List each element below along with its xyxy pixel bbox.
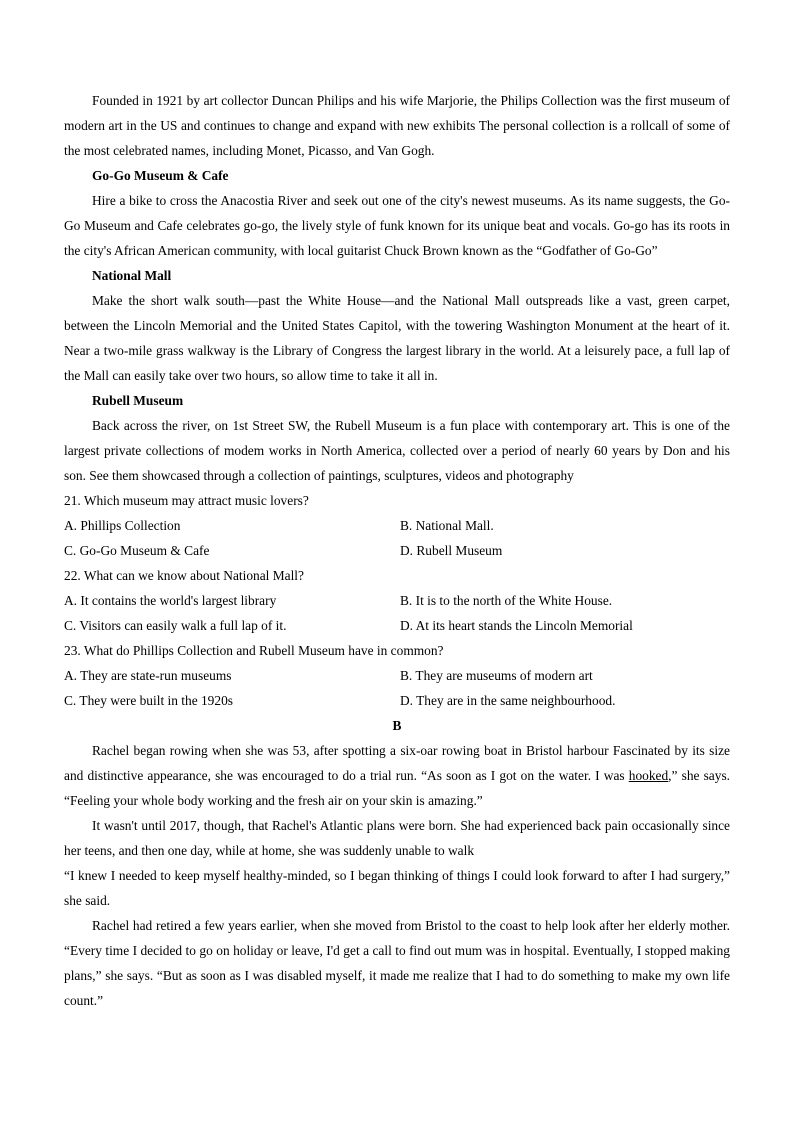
section-b-paragraph-3: “I knew I needed to keep myself healthy-minded, so I began thinking of things I could look forward to after I had surgery,” she said. [64,868,730,908]
question-23 [64,638,730,713]
answer-options [64,663,730,713]
option-d: D. At its heart stands the Lincoln Memorial [400,618,633,633]
question-21 [64,488,730,563]
option-a: A. It contains the world's largest library [64,593,277,608]
section-b-paragraph-4: Rachel had retired a few years earlier, when she moved from Bristol to the coast to help look after her elderly mother. “Every time I decided to go on holiday or leave, I'd get a call to find out mum was in hospital. Eventually, I stopped making plans,” she says. “But as soon as I was disabled myself, it made me realize that I had to do something to make my own life count.” [64,918,730,1008]
question-22 [64,563,730,638]
p1-text-start: Rachel began rowing when she was 53, after spotting a six-oar rowing boat in Bristol harbour Fascinated by its size and distinctive appearance, she was encouraged to do a trial run. “As soon as I got on the water. I was [64,743,730,783]
rubell-paragraph: Back across the river, on 1st Street SW, the Rubell Museum is a fun place with contemporary art. This is one of the largest private collections of modem works in North America, collected over a period of nearly 60 years by Don and his son. See them showcased through a collection of paintings, sculptures, videos and photography [64,418,730,483]
answer-options [64,513,730,563]
rubell-heading: Rubell Museum [92,393,184,408]
section-b-label: B [392,718,402,733]
document-page [64,88,730,1013]
section-b-paragraph-2: It wasn't until 2017, though, that Rachel's Atlantic plans were born. She had experienced back pain occasionally since her teens, and then one day, while at home, she was suddenly unable to walk [64,818,730,858]
question-stem: 23. What do Phillips Collection and Rubell Museum have in common? [64,643,444,658]
section-b-paragraph-1 [64,738,730,813]
option-a: A. Phillips Collection [64,518,181,533]
option-b: B. It is to the north of the White House. [400,593,613,608]
question-stem: 21. Which museum may attract music lovers? [64,493,309,508]
gogo-paragraph: Hire a bike to cross the Anacostia River and seek out one of the city's newest museums. As its name suggests, the Go-Go Museum and Cafe celebrates go-go, the lively style of funk known for its unique beat and vocals. Go-go has its roots in the city's African American community, with local guitarist Chuck Brown known as the “Godfather of Go-Go” [64,193,730,258]
option-c: C. Go-Go Museum & Cafe [64,543,210,558]
intro-paragraph: Founded in 1921 by art collector Duncan Philips and his wife Marjorie, the Philips Collection was the first museum of modern art in the US and continues to change and expand with new exhibits The personal collection is a rollcall of some of the most celebrated names, including Monet, Picasso, and Van Gogh. [64,93,730,158]
answer-options [64,588,730,638]
p1-text-end: ,” she says. “Feeling your whole body working and the fresh air on your skin is amazing.” [64,768,731,808]
option-c: C. Visitors can easily walk a full lap of it. [64,618,287,633]
option-d: D. They are in the same neighbourhood. [400,693,616,708]
option-c: C. They were built in the 1920s [64,693,233,708]
mall-heading: National Mall [92,268,172,283]
option-b: B. They are museums of modern art [400,668,593,683]
gogo-heading: Go-Go Museum & Cafe [92,168,229,183]
underlined-word: hooked [628,768,669,783]
question-stem: 22. What can we know about National Mall? [64,568,304,583]
option-d: D. Rubell Museum [400,543,503,558]
option-a: A. They are state-run museums [64,668,232,683]
option-b: B. National Mall. [400,518,494,533]
mall-paragraph: Make the short walk south—past the White House—and the National Mall outspreads like a vast, green carpet, between the Lincoln Memorial and the United States Capitol, with the towering Washington Monument at the heart of it. Near a two-mile grass walkway is the Library of Congress the largest library in the world. At a leisurely pace, a full lap of the Mall can easily take over two hours, so allow time to take it all in. [64,293,730,383]
